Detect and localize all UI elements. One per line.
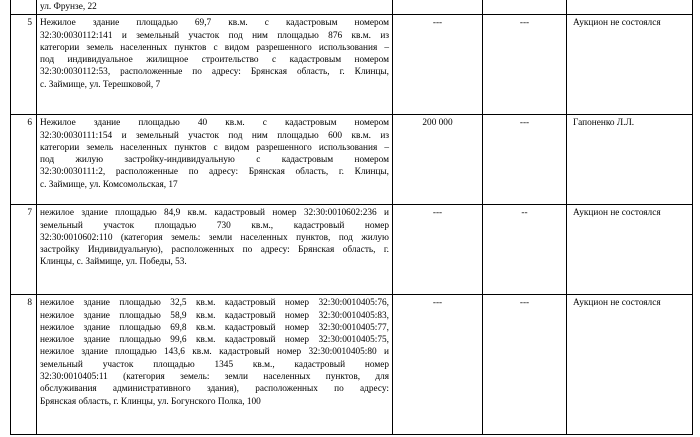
table-row	[11, 295, 693, 435]
description-line: Нежилое здание площадью 40 кв.м. с кадастровым номером	[40, 118, 389, 129]
sale-price-cell: ---	[393, 15, 483, 115]
bid-cell: --	[483, 205, 567, 295]
description-line: нежилое здание площадью 143,6 кв.м. кадастровый номер 32:30:0010405:80 и	[40, 347, 389, 358]
description-line: земельный участок площадью 730 кв.м., кадастровый номер	[40, 220, 389, 231]
property-description-cell	[37, 0, 393, 15]
description-line: Брянская область, г. Клинцы, ул. Богунского Полка, 100	[40, 396, 261, 407]
description-line: Нежилое здание площадью 69,7 кв.м. с кадастровым номером	[40, 18, 389, 29]
auction-results-table	[10, 0, 693, 435]
description-line: нежилое здание площадью 32,5 кв.м. кадастровый номер 32:30:0010405:76,	[40, 298, 389, 309]
auction-result-cell: Гапоненко Л.Л.	[567, 115, 693, 205]
description-line: под жилую застройку-индивидуальную с кадастровым номером	[40, 155, 389, 166]
description-line: Клинцы, с. Займище, ул. Победы, 53.	[40, 257, 187, 268]
sale-price-cell: ---	[393, 295, 483, 435]
description-line: застройку Индивидуальную), расположенных по адресу: Брянская область, г.	[40, 245, 389, 256]
description-line: 32:30:0030112:53, расположенные по адресу: Брянская область, г. Клинцы,	[40, 67, 389, 78]
property-description-cell	[37, 15, 393, 115]
bid-cell: ---	[483, 115, 567, 205]
sale-price-cell	[393, 0, 483, 15]
description-line: ул. Фрунзе, 22	[40, 2, 97, 12]
description-line: категории земель населенных пунктов с видом разрешенного использования –	[40, 42, 389, 53]
bid-cell	[483, 0, 567, 15]
bid-cell: ---	[483, 15, 567, 115]
auction-result-cell: Аукцион не состоялся	[567, 205, 693, 295]
description-line: 32:30:0030111:154 и земельный участок под ним площадью 600 кв.м. из	[40, 130, 389, 141]
description-line: 32:30:0010602:110 (категория земель: земли населенных пунктов, под жилую	[40, 232, 389, 243]
description-line: 32:30:0030111:2, расположенные по адресу: Брянская область, г. Клинцы,	[40, 167, 389, 178]
sale-price-cell: 200 000	[393, 115, 483, 205]
lot-number-cell: 6	[11, 115, 37, 205]
lot-number-cell: 8	[11, 295, 37, 435]
description-line: с. Займище, ул. Комсомольская, 17	[40, 179, 178, 190]
description-line: нежилое здание площадью 58,9 кв.м. кадастровый номер 32:30:0010405:83,	[40, 310, 389, 321]
lot-number-cell	[11, 0, 37, 15]
sale-price-cell: ---	[393, 205, 483, 295]
bid-cell: ---	[483, 295, 567, 435]
lot-number-cell: 7	[11, 205, 37, 295]
table-row	[11, 205, 693, 295]
auction-result-cell: Аукцион не состоялся	[567, 295, 693, 435]
property-description-cell	[37, 295, 393, 435]
table-row	[11, 115, 693, 205]
description-line: категории земель населенных пунктов с видом разрешенного использования –	[40, 142, 389, 153]
auction-result-cell	[567, 0, 693, 15]
property-description-cell	[37, 115, 393, 205]
description-line: нежилое здание площадью 69,8 кв.м. кадастровый номер 32:30:0010405:77,	[40, 322, 389, 333]
description-line: нежилое здание площадью 84,9 кв.м. кадастровый номер 32:30:0010602:236 и	[40, 208, 389, 219]
auction-result-cell: Аукцион не состоялся	[567, 15, 693, 115]
table-row	[11, 15, 693, 115]
description-line: под индивидуальное жилищное строительство с кадастровым номером	[40, 55, 389, 66]
table-row	[11, 0, 693, 15]
description-line: земельный участок площадью 1345 кв.м., кадастровый номер	[40, 359, 389, 370]
description-line: с. Займище, ул. Терешковой, 7	[40, 79, 161, 90]
description-line: обслуживания административного здания), расположенных по адресу:	[40, 384, 389, 395]
lot-number-cell: 5	[11, 15, 37, 115]
description-line: 32:30:0030112:141 и земельный участок под ним площадью 876 кв.м. из	[40, 30, 389, 41]
description-line: нежилое здание площадью 99,6 кв.м. кадастровый номер 32:30:0010405:75,	[40, 335, 389, 346]
property-description-cell	[37, 205, 393, 295]
description-line: 32:30:0010405:11 (категория земель: земли населенных пунктов, для	[40, 372, 389, 383]
